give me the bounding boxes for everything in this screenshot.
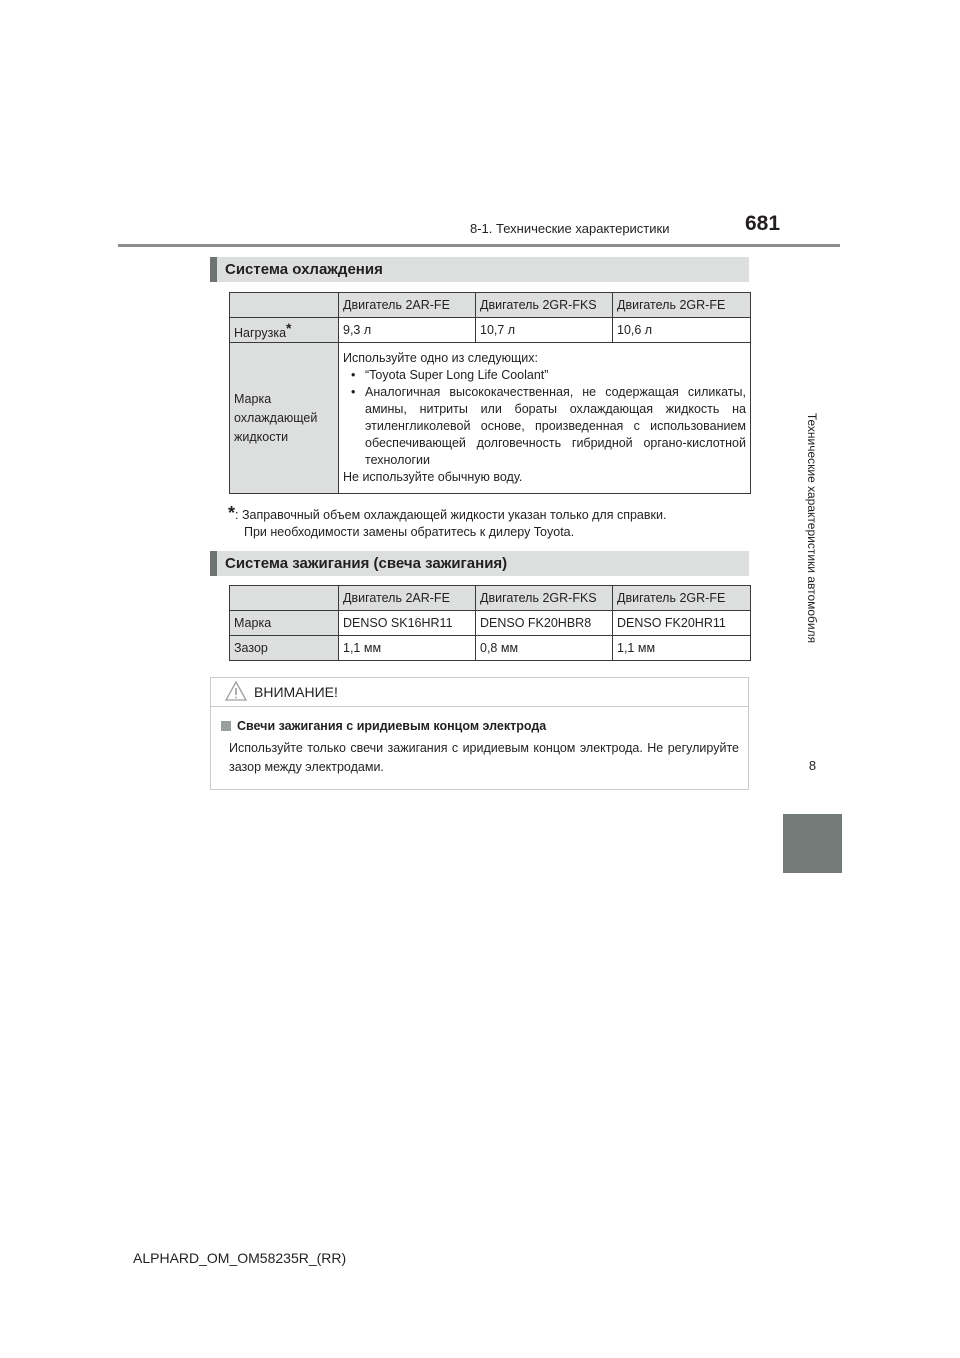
side-chapter-title	[782, 250, 842, 805]
page-number: 681	[745, 212, 781, 235]
coolant-description	[339, 343, 751, 494]
bullet: •	[351, 385, 356, 399]
warning-header	[211, 678, 748, 707]
table-cell: 1,1 мм	[339, 636, 476, 661]
table-cell: DENSO FK20HBR8	[476, 611, 613, 636]
table-header-cell: Двигатель 2GR-FE	[613, 293, 751, 318]
table-header-cell: Двигатель 2AR-FE	[339, 586, 476, 611]
table-cell: DENSO SK16HR11	[339, 611, 476, 636]
table-header-cell: Двигатель 2AR-FE	[339, 293, 476, 318]
row-label: Марка охлаждающей жидкости	[230, 343, 339, 494]
warning-subheading	[221, 719, 546, 733]
ignition-table	[229, 585, 751, 661]
chapter-tab-block	[783, 814, 842, 873]
table-cell: 1,1 мм	[613, 636, 751, 661]
table-row	[230, 343, 751, 494]
capacity-label: Нагрузка	[234, 326, 287, 340]
footnote-star: *	[228, 503, 236, 523]
square-bullet-icon	[221, 721, 231, 731]
footnote-line: : Заправочный объем охлаждающей жидкости указан только для справки.	[235, 508, 667, 522]
table-header-row	[230, 586, 751, 611]
side-chapter-title-text: Технические характеристики автомобиля	[805, 412, 819, 643]
side-chapter-number: 8	[808, 758, 817, 773]
document-id: ALPHARD_OM_OM58235R_(RR)	[133, 1250, 347, 1266]
cooling-heading: Система охлаждения	[210, 257, 749, 282]
list-item	[343, 384, 746, 469]
warning-label: ВНИМАНИЕ!	[254, 684, 338, 700]
table-cell: 10,6 л	[613, 318, 751, 343]
table-header-row	[230, 293, 751, 318]
table-header-cell: Двигатель 2GR-FKS	[476, 293, 613, 318]
footnote-marker: *	[286, 320, 292, 336]
list-item-text: “Toyota Super Long Life Coolant”	[365, 368, 549, 382]
row-label: Марка	[230, 611, 339, 636]
warning-box	[210, 677, 749, 790]
ignition-heading: Система зажигания (свеча зажигания)	[210, 551, 749, 576]
cooling-table	[229, 292, 751, 494]
footnote-line: При необходимости замены обратитесь к дилеру Toyota.	[244, 525, 575, 539]
table-cell: 0,8 мм	[476, 636, 613, 661]
warning-subheading-text: Свечи зажигания с иридиевым концом электрода	[237, 719, 547, 733]
table-cell: 10,7 л	[476, 318, 613, 343]
warning-text: Используйте только свечи зажигания с иридиевым концом электрода. Не регулируйте зазор между электродами.	[229, 741, 739, 774]
table-header-cell	[230, 293, 339, 318]
table-header-cell: Двигатель 2GR-FE	[613, 586, 751, 611]
table-header-cell	[230, 586, 339, 611]
header-rule	[118, 244, 840, 247]
coolant-outro: Не используйте обычную воду.	[343, 470, 523, 484]
row-label: Зазор	[230, 636, 339, 661]
table-row	[230, 318, 751, 343]
list-item	[343, 367, 746, 384]
row-label	[230, 318, 339, 343]
warning-triangle-icon	[225, 681, 247, 701]
table-cell: DENSO FK20HR11	[613, 611, 751, 636]
table-row	[230, 611, 751, 636]
footnote	[228, 505, 748, 541]
table-header-cell: Двигатель 2GR-FKS	[476, 586, 613, 611]
coolant-intro: Используйте одно из следующих:	[343, 351, 538, 365]
section-title: 8-1. Технические характеристики	[470, 221, 670, 236]
table-row	[230, 636, 751, 661]
list-item-text: Аналогичная высококачественная, не содержащая силикаты, амины, нитриты или бораты охлаждающая жидкость на этиленгликолевой основе, произведенная с использованием обеспечивающей долговечность гибридной органо-кислотной технологии	[365, 385, 746, 467]
table-cell: 9,3 л	[339, 318, 476, 343]
bullet: •	[351, 368, 356, 382]
